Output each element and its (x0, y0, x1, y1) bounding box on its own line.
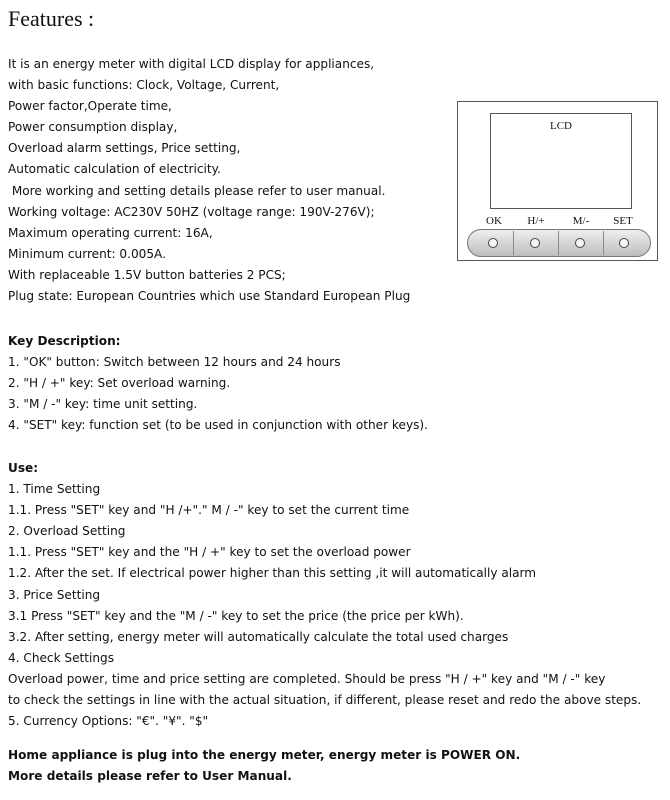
feature-line: Plug state: European Countries which use Standard European Plug (8, 289, 411, 304)
use-section (8, 458, 641, 732)
lcd-label: LCD (550, 120, 572, 132)
energy-meter-diagram (457, 101, 658, 261)
use-item: to check the settings in line with the actual situation, if different, please reset and redo the above steps. (8, 693, 642, 708)
use-item: 3.2. After setting, energy meter will automatically calculate the total used charges (8, 629, 509, 644)
h-plus-button-icon (530, 238, 540, 248)
set-button-label: SET (613, 215, 633, 227)
m-minus-button-icon (575, 238, 585, 248)
feature-line: Automatic calculation of electricity. (8, 162, 221, 177)
feature-line: More working and setting details please refer to user manual. (8, 183, 386, 198)
m-minus-button-label: M/- (572, 215, 590, 227)
page-title: Features : (8, 6, 95, 31)
manual-note: More details please refer to User Manual. (8, 769, 292, 784)
use-item: 1.1. Press "SET" key and "H /+"." M / -" key to set the current time (8, 503, 410, 518)
set-button-icon (619, 238, 629, 248)
feature-line: Power consumption display, (8, 120, 178, 135)
feature-line: It is an energy meter with digital LCD display for appliances, (8, 57, 375, 71)
use-item: Overload power, time and price setting are completed. Should be press "H / +" key and "M / -" key (8, 671, 606, 686)
key-item: 3. "M / -" key: time unit setting. (8, 397, 198, 412)
power-on-note: Home appliance is plug into the energy meter, energy meter is POWER ON. (8, 748, 521, 762)
button-divider (558, 231, 559, 255)
ok-button-label: OK (486, 215, 502, 227)
use-item: 3.1 Press "SET" key and the "M / -" key to set the price (the price per kWh). (8, 608, 464, 623)
button-panel (467, 229, 651, 257)
use-item: 2. Overload Setting (8, 524, 126, 539)
h-plus-button-label: H/+ (527, 215, 545, 227)
currency-options: 5. Currency Options: "€". "¥". "$" (8, 714, 209, 729)
features-list (8, 54, 410, 307)
button-divider (603, 231, 604, 255)
feature-line: with basic functions: Clock, Voltage, Current, (8, 78, 280, 93)
key-item: 1. "OK" button: Switch between 12 hours and 24 hours (8, 355, 341, 370)
use-item: 1. Time Setting (8, 482, 101, 497)
feature-line: Power factor,Operate time, (8, 99, 172, 114)
key-description-heading: Key Description: (8, 334, 121, 348)
use-item: 4. Check Settings (8, 650, 115, 665)
use-item: 1.1. Press "SET" key and the "H / +" key to set the overload power (8, 545, 411, 560)
use-heading: Use: (8, 461, 39, 475)
lcd-screen (490, 113, 632, 209)
feature-line: Overload alarm settings, Price setting, (8, 141, 241, 156)
button-divider (513, 231, 514, 255)
feature-line: Working voltage: AC230V 50HZ (voltage range: 190V-276V); (8, 204, 375, 219)
final-notes (8, 745, 520, 787)
key-item: 4. "SET" key: function set (to be used in conjunction with other keys). (8, 418, 428, 433)
feature-line: With replaceable 1.5V button batteries 2 PCS; (8, 267, 286, 282)
key-item: 2. "H / +" key: Set overload warning. (8, 376, 231, 391)
use-item: 1.2. After the set. If electrical power higher than this setting ,it will automatically alarm (8, 566, 537, 581)
ok-button-icon (488, 238, 498, 248)
use-item: 3. Price Setting (8, 587, 101, 602)
feature-line: Minimum current: 0.005A. (8, 246, 166, 261)
feature-line: Maximum operating current: 16A, (8, 225, 213, 240)
key-description-section (8, 331, 428, 436)
